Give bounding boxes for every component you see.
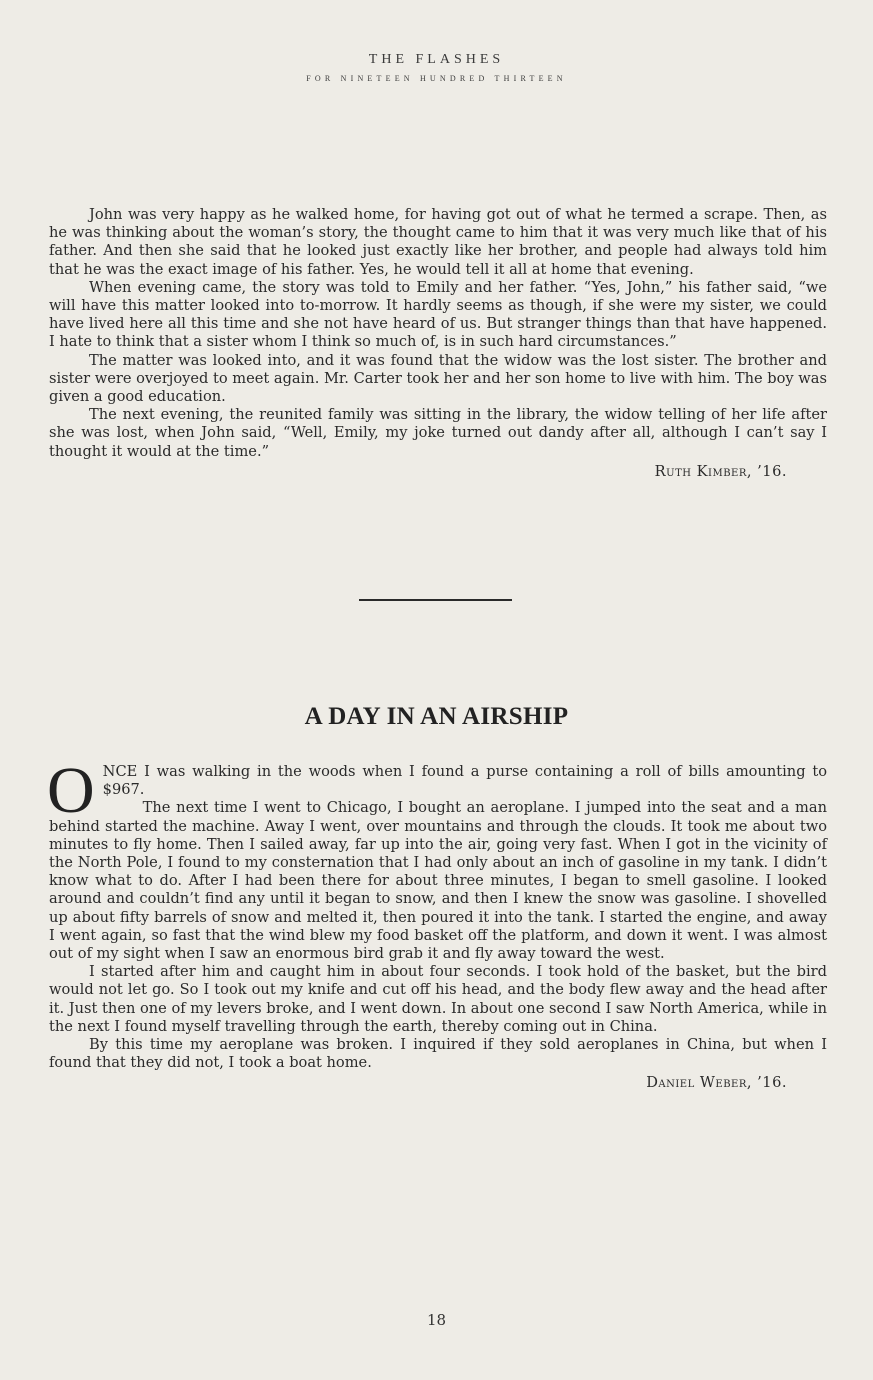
page-number: 18 xyxy=(426,1311,447,1329)
running-header-title: THE FLASHES xyxy=(368,52,505,67)
running-header-subtitle: FOR NINETEEN HUNDRED THIRTEEN xyxy=(306,74,567,83)
opening-paragraph xyxy=(47,754,827,963)
paragraph: NCE I was walking in the woods when I found a purse containing a roll of bills amounting to $967. xyxy=(102,763,827,799)
story-title: A DAY IN AN AIRSHIP xyxy=(304,703,569,730)
drop-cap: O xyxy=(47,754,95,827)
paragraph: I started after him and caught him in about four seconds. I took hold of the basket, but the bird would not let go. So I took out my knife and cut off his head, and the body flew away and the head after it. Just then one of my levers broke, and I went down. In about one second I saw North America, while in the next I found myself travelling through the earth, thereby coming out in China. xyxy=(49,963,827,1035)
author-byline: Ruth Kimber, ’16. xyxy=(654,462,787,480)
paragraph: When evening came, the story was told to Emily and her father. “Yes, John,” his father said, “we will have this matter looked into to-morrow. It hardly seems as though, if she were my sister, we could have lived here all this time and she not have heard of us. But stranger things than that have happened. I hate to think that a sister whom I think so much of, is in such hard circumstances.” xyxy=(49,278,827,351)
section-divider xyxy=(359,599,512,601)
story-ruth-kimber xyxy=(49,206,827,481)
story-daniel-weber xyxy=(47,754,827,1093)
author-byline: Daniel Weber, ’16. xyxy=(646,1074,787,1092)
paragraph: The matter was looked into, and it was found that the widow was the lost sister. The brother and sister were overjoyed to meet again. Mr. Carter took her and her son home to live with him. The boy was given a good education. xyxy=(49,351,827,406)
paragraph: John was very happy as he walked home, for having got out of what he termed a scrape. Then, as he was thinking about the woman’s story, the thought came to him that it was very much like that of his father. And then she said that he looked just exactly like her brother, and people had always told him that he was the exact image of his father. Yes, he would tell it all at home that evening. xyxy=(49,206,827,278)
paragraph: The next evening, the reunited family was sitting in the library, the widow telling of her life after she was lost, when John said, “Well, Emily, my joke turned out dandy after all, although I can’t say I thought it would at the time.” xyxy=(49,406,827,460)
paragraph: By this time my aeroplane was broken. I inquired if they sold aeroplanes in China, but when I found that they did not, I took a boat home. xyxy=(49,1036,827,1072)
paragraph: The next time I went to Chicago, I bought an aeroplane. I jumped into the seat and a man behind started the machine. Away I went, over mountains and through the clouds. It took me about two minutes to fly home. Then I sailed away, far up into the air, going very fast. When I got in the vicinity of the North Pole, I found to my consternation that I had only about an inch of gasoline in my tank. I didn’t know what to do. After I had been there for about three minutes, I began to smell gasoline. I looked around and couldn’t find any until it began to snow, and then I knew the snow was gasoline. I shovelled up about fifty barrels of snow and melted it, then poured it into the tank. I started the engine, and away I went again, so fast that the wind blew my food basket off the platform, and down it went. I was almost out of my sight when I saw an enormous bird grab it and fly away toward the west. xyxy=(49,799,827,963)
